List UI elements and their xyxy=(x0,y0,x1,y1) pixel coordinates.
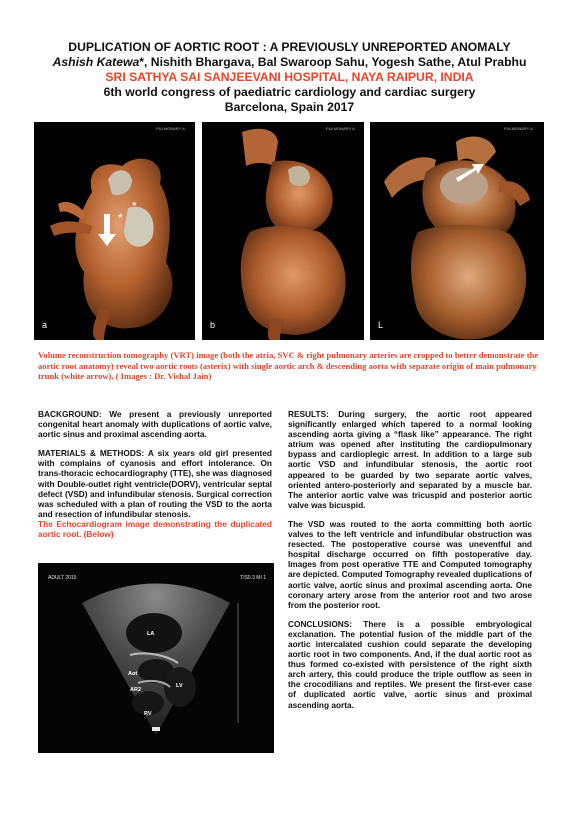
right-column xyxy=(288,409,532,719)
author-list xyxy=(0,55,579,70)
poster-header xyxy=(0,40,579,115)
echo-caption: The Echocardiogram image demonstrating the duplicated aortic root. (Below) xyxy=(38,518,272,540)
svg-text:*: * xyxy=(132,199,137,213)
panel-b-corner-label: PULMONARY A xyxy=(326,126,355,131)
first-author: Ashish Katewa xyxy=(52,55,140,69)
first-author-mark: * xyxy=(139,55,145,69)
results-section: RESULTS: During surgery, the aortic root appeared significantly enlarged which tapered to a normal looking ascending aorta giving a “flask like” appearance. The right atrium was opened after instituting the cardiopulmonary bypass and cardioplegic arrest. In addition to a large sub aortic VSD and infundibular stenosis, the aortic root appeared to be guarded by two separate aortic valves, oriented antero-posteriorly and separated by a muscle bar. The anterior aortic valve was tricuspid and posterior aortic valve was bicuspid. xyxy=(288,409,532,510)
panel-c-corner-label: PULMONARY A xyxy=(504,126,533,131)
vrt-image-a xyxy=(34,122,195,340)
echo-label-la: LA xyxy=(147,631,155,637)
vsd-section: The VSD was routed to the aorta committing both aortic valves to the left ventricle and infundibular obstruction was resected. The postoperative course was uneventful and hospital discharge occurred on fifth postoperative day. Images from post operative TTE and Computed tomography are depicted. Computed Tomography revealed duplications of aortic valve, aortic sinus and proximal ascending aorta. One coronary artery arose from the anterior root and two arose from the posterior root. xyxy=(288,518,532,610)
echo-top-left-text: ADULT 2015 xyxy=(48,575,77,581)
methods-section: MATERIALS & METHODS: A six years old girl presented with complains of cyanosis and effort intolerance. On trans-thoracic echocardiography (TTE), she was diagnosed with Double-outlet right ventricle(DORV), ventricular septal defect (VSD) and infundibular stenosis. Surgical correction was scheduled with a plan of routing the VSD to the aorta and resection of infundibular stenosis. xyxy=(38,448,272,519)
vrt-image-b xyxy=(202,122,364,340)
figure-caption: Volume reconstruction tomography (VRT) image (both the atria, SVC & right pulmonary arteries are cropped to better demonstrate the aortic root anatomy) reveal two aortic roots (asterix) with single aortic arch & descending aorta with separate origin of main pulmonary trunk (white arrow), ( Images : Dr. Vishal Jain) xyxy=(38,350,539,382)
panel-c-letter: L xyxy=(378,320,384,330)
echocardiogram-image xyxy=(38,563,274,753)
coauthors: , Nishith Bhargava, Bal Swaroop Sahu, Yogesh Sathe, Atul Prabhu xyxy=(144,55,527,69)
conclusions-section: CONCLUSIONS: There is a possible embryological exclanation. The potential fusion of the middle part of the aortic intercalated cushion could separate the developing aortic root in two components. And, if the dual aortic root as thus formed co-existed with persistence of the right sixth arch artery, this could produce the triple outflow as seen in the crocodilians and reptiles. We present the first-ever case of duplicated aortic valve, aortic sinus and proximal ascending aorta. xyxy=(288,618,532,710)
hospital-affiliation: SRI SATHYA SAI SANJEEVANI HOSPITAL, NAYA RAIPUR, INDIA xyxy=(105,70,474,84)
congress-venue: Barcelona, Spain 2017 xyxy=(224,100,355,114)
background-section: BACKGROUND: We present a previously unreported congenital heart anomaly with duplications of aortic valve, aortic sinus and proximal ascending aorta. xyxy=(38,409,272,440)
panel-a-letter: a xyxy=(42,320,48,330)
panel-a-corner-label: PULMONARY A xyxy=(156,126,185,131)
echo-label-rv: RV xyxy=(144,711,152,717)
echo-label-lv: LV xyxy=(176,683,183,689)
echo-label-aot: Aot xyxy=(128,671,138,677)
echo-top-right-text: TIS0.3 MI 1 xyxy=(240,575,266,581)
vrt-image-c xyxy=(370,122,544,340)
poster-title: DUPLICATION OF AORTIC ROOT : A PREVIOUSLY UNREPORTED ANOMALY xyxy=(68,40,511,54)
svg-text:*: * xyxy=(118,211,123,225)
left-column xyxy=(38,409,272,539)
echo-label-ar2: AR2 xyxy=(130,687,142,693)
panel-b-letter: b xyxy=(210,320,216,330)
congress-name: 6th world congress of paediatric cardiology and cardiac surgery xyxy=(103,85,476,99)
